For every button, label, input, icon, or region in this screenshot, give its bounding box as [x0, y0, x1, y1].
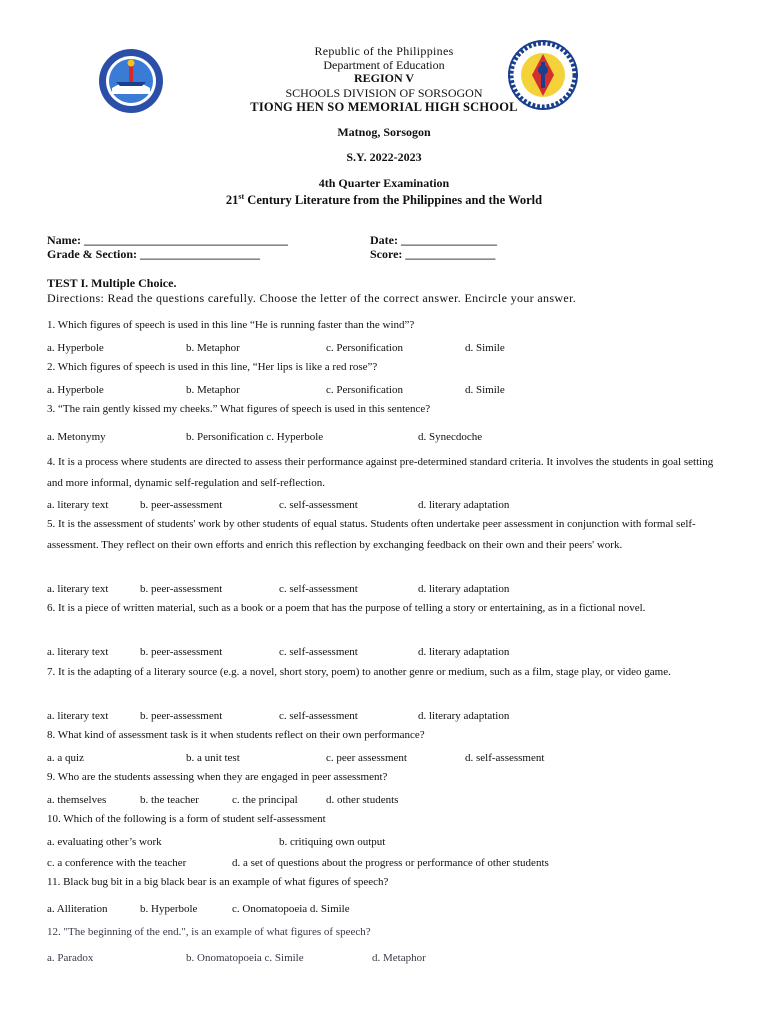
school-year: S.Y. 2022-2023	[346, 150, 422, 164]
choice-3d[interactable]: d. Synecdoche	[418, 431, 483, 443]
name-field[interactable]: Name: __________________________________	[47, 233, 288, 247]
choice-7d[interactable]: d. literary adaptation	[418, 710, 510, 722]
choice-12bc[interactable]: b. Onomatopoeia c. Simile	[186, 952, 304, 964]
choice-10b[interactable]: b. critiquing own output	[279, 836, 386, 848]
school-name: TIONG HEN SO MEMORIAL HIGH SCHOOL	[250, 100, 518, 114]
choice-10a[interactable]: a. evaluating other’s work	[47, 836, 162, 848]
choice-12a[interactable]: a. Paradox	[47, 952, 94, 964]
question-4: 4. It is a process where students are directed to assess their performance against pre-determined standard criteria. It involves the students in goal setting and more informal, dynamic self-regulation and self-reflection.	[47, 456, 714, 489]
question-11: 11. Black bug bit in a big black bear is an example of what figures of speech?	[47, 876, 389, 888]
republic-heading: Republic of the Philippines	[314, 44, 454, 58]
choice-1a[interactable]: a. Hyperbole	[47, 342, 104, 354]
region-heading: REGION V	[353, 71, 415, 85]
question-9: 9. Who are the students assessing when they are engaged in peer assessment?	[47, 771, 388, 783]
choice-5d[interactable]: d. literary adaptation	[418, 583, 510, 595]
question-7: 7. It is the adapting of a literary source (e.g. a novel, short story, poem) to another genre or medium, such as a film, stage play, or video game.	[47, 666, 671, 678]
question-8: 8. What kind of assessment task is it when students reflect on their own performance?	[47, 729, 425, 741]
choice-5c[interactable]: c. self-assessment	[279, 583, 358, 595]
choice-6b[interactable]: b. peer-assessment	[140, 646, 223, 658]
subject-title: 21st Century Literature from the Philippines and the World	[225, 192, 543, 208]
date-field[interactable]: Date: ________________	[370, 233, 497, 247]
choice-11b[interactable]: b. Hyperbole	[140, 903, 198, 915]
choice-4a[interactable]: a. literary text	[47, 499, 109, 511]
choice-6d[interactable]: d. literary adaptation	[418, 646, 510, 658]
choice-2a[interactable]: a. Hyperbole	[47, 384, 104, 396]
choice-4d[interactable]: d. literary adaptation	[418, 499, 510, 511]
choice-1c[interactable]: c. Personification	[326, 342, 403, 354]
choice-7a[interactable]: a. literary text	[47, 710, 109, 722]
choice-12d[interactable]: d. Metaphor	[372, 952, 426, 964]
choice-4b[interactable]: b. peer-assessment	[140, 499, 223, 511]
test-directions: Directions: Read the questions carefully. Choose the letter of the correct answer. Encircle your answer.	[47, 291, 577, 305]
choice-11a[interactable]: a. Alliteration	[47, 903, 108, 915]
choice-7b[interactable]: b. peer-assessment	[140, 710, 223, 722]
question-2: 2. Which figures of speech is used in this line, “Her lips is like a red rose”?	[47, 361, 378, 373]
grade-section-field[interactable]: Grade & Section: ____________________	[47, 247, 260, 261]
department-heading: Department of Education	[323, 58, 445, 72]
choice-9d[interactable]: d. other students	[326, 794, 399, 806]
choice-4c[interactable]: c. self-assessment	[279, 499, 358, 511]
question-3: 3. “The rain gently kissed my cheeks.” What figures of speech is used in this sentence?	[47, 403, 431, 415]
choice-2b[interactable]: b. Metaphor	[186, 384, 240, 396]
score-field[interactable]: Score: _______________	[370, 247, 496, 261]
question-5: 5. It is the assessment of students' work by other students of equal status. Students often undertake peer assessment in conjunction with formal self-assessment. They reflect on their own efforts and enrich this reflection by exchanging feedback on their own and their peers' work.	[47, 518, 696, 551]
question-10: 10. Which of the following is a form of student self-assessment	[47, 813, 326, 825]
question-12: 12. "The beginning of the end.", is an example of what figures of speech?	[47, 926, 371, 938]
choice-8b[interactable]: b. a unit test	[186, 752, 240, 764]
choice-11cd[interactable]: c. Onomatopoeia d. Simile	[232, 903, 350, 915]
choice-10c[interactable]: c. a conference with the teacher	[47, 857, 187, 869]
choice-1d[interactable]: d. Simile	[465, 342, 505, 354]
choice-8d[interactable]: d. self-assessment	[465, 752, 545, 764]
choice-2d[interactable]: d. Simile	[465, 384, 505, 396]
division-heading: SCHOOLS DIVISION OF SORSOGON	[285, 86, 483, 100]
choice-6a[interactable]: a. literary text	[47, 646, 109, 658]
choice-9a[interactable]: a. themselves	[47, 794, 107, 806]
choice-3bc[interactable]: b. Personification c. Hyperbole	[186, 431, 324, 443]
school-location: Matnog, Sorsogon	[337, 125, 431, 139]
choice-1b[interactable]: b. Metaphor	[186, 342, 240, 354]
choice-3a[interactable]: a. Metonymy	[47, 431, 106, 443]
exam-title: 4th Quarter Examination	[318, 176, 450, 190]
choice-2c[interactable]: c. Personification	[326, 384, 403, 396]
choice-5b[interactable]: b. peer-assessment	[140, 583, 223, 595]
choice-9c[interactable]: c. the principal	[232, 794, 298, 806]
question-6: 6. It is a piece of written material, such as a book or a poem that has the purpose of telling a story or entertaining, as in a fictional novel.	[47, 602, 646, 614]
choice-6c[interactable]: c. self-assessment	[279, 646, 358, 658]
choice-5a[interactable]: a. literary text	[47, 583, 109, 595]
choice-9b[interactable]: b. the teacher	[140, 794, 199, 806]
test-title: TEST I. Multiple Choice.	[47, 276, 177, 290]
choice-7c[interactable]: c. self-assessment	[279, 710, 358, 722]
choice-10d[interactable]: d. a set of questions about the progress or performance of other students	[232, 857, 549, 869]
choice-8a[interactable]: a. a quiz	[47, 752, 84, 764]
question-1: 1. Which figures of speech is used in this line “He is running faster than the wind”?	[47, 319, 415, 331]
choice-8c[interactable]: c. peer assessment	[326, 752, 407, 764]
